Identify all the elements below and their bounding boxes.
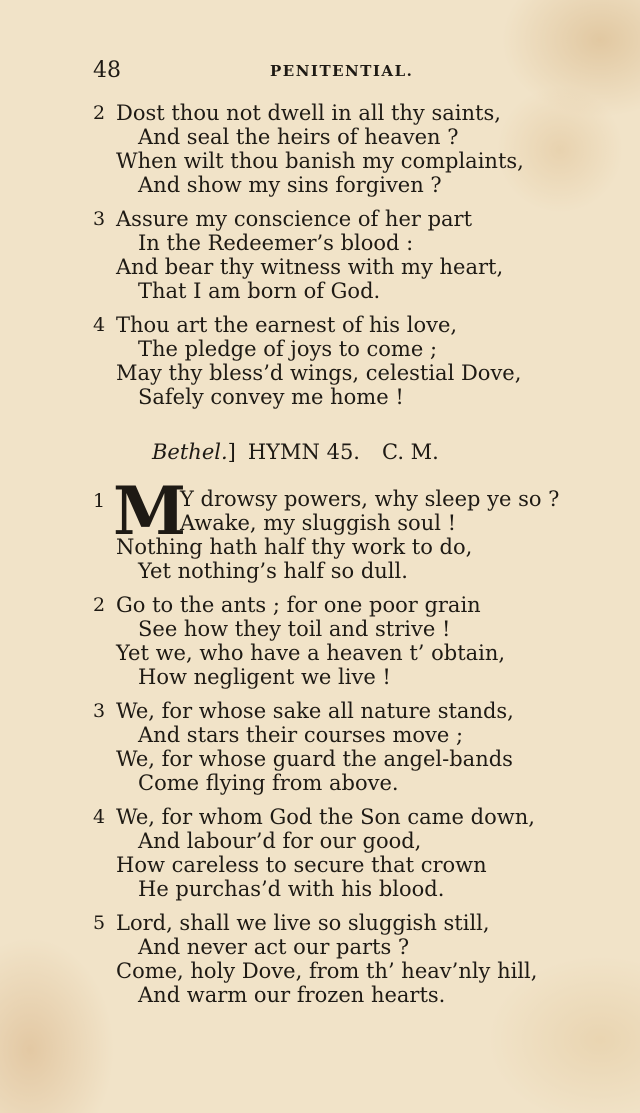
verse-line: Safely convey me home ! <box>138 385 404 409</box>
verse-line: We, for whom God the Son came down, <box>116 805 535 829</box>
page-header <box>0 58 640 86</box>
stanza-number: 2 <box>93 594 106 616</box>
verse-line: Nothing hath half thy work to do, <box>116 535 473 559</box>
tune-name: Bethel. <box>152 440 228 464</box>
verse-line: That I am born of God. <box>138 279 381 303</box>
verse-line: We, for whose sake all nature stands, <box>116 699 514 723</box>
verse-line: How careless to secure that crown <box>116 853 487 877</box>
tune-bracket: ] <box>227 440 236 464</box>
verse-line: And show my sins forgiven ? <box>138 173 442 197</box>
stanza-number: 2 <box>93 102 106 124</box>
verse-line: In the Redeemer’s blood : <box>138 231 414 255</box>
stanza-number: 4 <box>93 806 106 828</box>
verse-line: Come, holy Dove, from th’ heav’nly hill, <box>116 959 538 983</box>
verse-line: How negligent we live ! <box>138 665 391 689</box>
verse-line: And warm our frozen hearts. <box>138 983 446 1007</box>
verse-line: Yet nothing’s half so dull. <box>138 559 408 583</box>
stanza-number: 3 <box>93 208 106 230</box>
verse-line: And labour’d for our good, <box>138 829 422 853</box>
stanza-number: 5 <box>93 912 106 934</box>
page-number: 48 <box>93 58 121 83</box>
hymn-label: HYMN 45. <box>247 440 360 464</box>
verse-line: Y drowsy powers, why sleep ye so ? <box>180 487 560 511</box>
verse-line: Dost thou not dwell in all thy saints, <box>116 101 501 125</box>
verse-line: The pledge of joys to come ; <box>138 337 438 361</box>
verse-line: And never act our parts ? <box>138 935 410 959</box>
stanza-number: 4 <box>93 314 106 336</box>
verse-line: Come flying from above. <box>138 771 399 795</box>
drop-cap: M <box>113 472 187 550</box>
hymn-meter: C. M. <box>382 440 439 464</box>
verse-line: Lord, shall we live so sluggish still, <box>116 911 490 935</box>
verse-line: Yet we, who have a heaven t’ obtain, <box>116 641 506 665</box>
verse-line: Assure my conscience of her part <box>116 207 473 231</box>
verse-line: He purchas’d with his blood. <box>138 877 445 901</box>
verse-line: See how they toil and strive ! <box>138 617 451 641</box>
verse-line: May thy bless’d wings, celestial Dove, <box>116 361 522 385</box>
verse-line: And bear thy witness with my heart, <box>116 255 504 279</box>
verse-line: And stars their courses move ; <box>138 723 464 747</box>
verse-line: And seal the heirs of heaven ? <box>138 125 459 149</box>
running-head: PENITENTIAL. <box>270 62 414 80</box>
verse-line: Awake, my sluggish soul ! <box>180 511 457 535</box>
verse-line: Thou art the earnest of his love, <box>116 313 458 337</box>
verse-line: Go to the ants ; for one poor grain <box>116 593 481 617</box>
stanza-number: 1 <box>93 490 106 512</box>
hymn-heading <box>152 440 439 464</box>
verse-line: When wilt thou banish my complaints, <box>116 149 524 173</box>
stanza-number: 3 <box>93 700 106 722</box>
verse-line: We, for whose guard the angel-bands <box>116 747 513 771</box>
